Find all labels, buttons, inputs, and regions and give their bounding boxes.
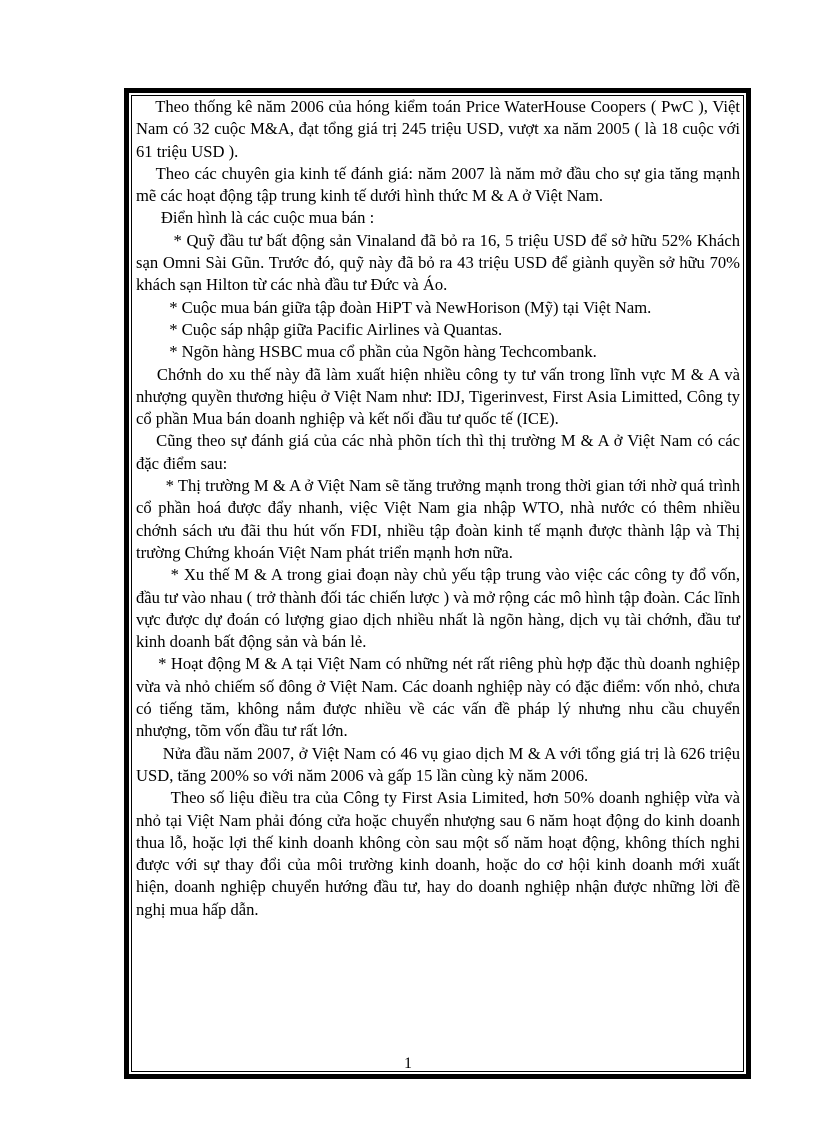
list-item-hsbc-techcombank: * Ngõn hàng HSBC mua cổ phần của Ngõn hàng Techcombank. [136,342,597,362]
list-item-sme-activity: * Hoạt động M & A tại Việt Nam có những nét rất riêng phù hợp đặc thù doanh nghiệp vừa và nhỏ chiếm số đông ở Việt Nam. Các doanh nghiệp này có đặc điểm: vốn nhỏ, chưa có tiếng tăm, không nắm được nhiều về các vấn đề pháp lý nhưng nhu cầu chuyển nhượng, tõm vốn đầu tư rất lớn. [136,654,740,741]
paragraph-pwc-statistics: Theo thống kê năm 2006 của hóng kiểm toán Price WaterHouse Coopers ( PwC ), Việt Nam có 32 cuộc M&A, đạt tổng giá trị 245 triệu USD, vượt xa năm 2005 ( là 18 cuộc với 61 triệu USD ). [136,97,740,161]
list-item-hipt-newhorison: * Cuộc mua bán giữa tập đoàn HiPT và NewHorison (Mỹ) tại Việt Nam. [136,297,652,317]
paragraph-expert-assessment: Theo các chuyên gia kinh tế đánh giá: năm 2007 là năm mở đầu cho sự gia tăng mạnh mẽ các hoạt động tập trung kinh tế dưới hình thức M & A ở Việt Nam. [136,163,740,206]
paragraph-consulting-firms: Chớnh do xu thế này đã làm xuất hiện nhiều công ty tư vấn trong lĩnh vực M & A và nhượng quyền thương hiệu ở Việt Nam như: IDJ, Tigerinvest, First Asia Limitted, Công ty cổ phần Mua bán doanh nghiệp và kết nối đầu tư quốc tế (ICE). [136,364,740,429]
paragraph-first-half-2007: Nửa đầu năm 2007, ở Việt Nam có 46 vụ giao dịch M & A với tổng giá trị là 626 triệu USD, tăng 200% so với năm 2006 và gấp 15 lần cùng kỳ năm 2006. [136,743,740,785]
list-item-market-growth: * Thị trường M & A ở Việt Nam sẽ tăng trưởng mạnh trong thời gian tới nhờ quá trình cổ phần hoá được đẩy nhanh, việc Việt Nam gia nhập WTO, nhà nước có thêm nhiều chớnh sách ưu đãi thu hút vốn FDI, nhiều tập đoàn kinh tế mạnh được thành lập và Thị trường Chứng khoán Việt Nam phát triển mạnh hơn nữa. [136,476,740,562]
list-item-vinaland: * Quỹ đầu tư bất động sản Vinaland đã bỏ ra 16, 5 triệu USD để sở hữu 52% Khách sạn Omni Sài Gũn. Trước đó, quỹ này đã bỏ ra 43 triệu USD để giành quyền sở hữu 70% khách sạn Hilton từ các nhà đầu tư Đức và Áo. [136,230,740,295]
paragraph-typical-deals-intro: Điển hình là các cuộc mua bán : [136,208,375,228]
list-item-ma-trend: * Xu thế M & A trong giai đoạn này chủ yếu tập trung vào việc các công ty đổ vốn, đầu tư vào nhau ( trở thành đối tác chiến lược ) và mở rộng các mô hình tập đoàn. Các lĩnh vực được dự đoán có lượng giao dịch nhiều nhất là ngõn hàng, dịch vụ tài chớnh, đầu tư kinh doanh bất động sản và bán lẻ. [136,565,740,652]
page-number: 1 [404,1055,412,1072]
paragraph-first-asia-survey: Theo số liệu điều tra của Công ty First Asia Limited, hơn 50% doanh nghiệp vừa và nhỏ tại Việt Nam phải đóng cửa hoặc chuyển nhượng sau 6 năm hoạt động do kinh doanh thua lỗ, hoặc lợi thế kinh doanh không còn sau một số năm hoạt động, không thích nghi được với sự thay đổi của môi trường kinh doanh, hoặc do cơ hội kinh doanh mới xuất hiện, doanh nghiệp chuyển hướng đầu tư, hay do doanh nghiệp nhận được những lời đề nghị mua hấp dẫn. [136,788,740,919]
paragraph-market-features-intro: Cũng theo sự đánh giá của các nhà phõn tích thì thị trường M & A ở Việt Nam có các đặc điểm sau: [136,431,740,473]
document-body [136,96,740,921]
list-item-pacific-quantas: * Cuộc sáp nhập giữa Pacific Airlines và Quantas. [136,319,503,339]
